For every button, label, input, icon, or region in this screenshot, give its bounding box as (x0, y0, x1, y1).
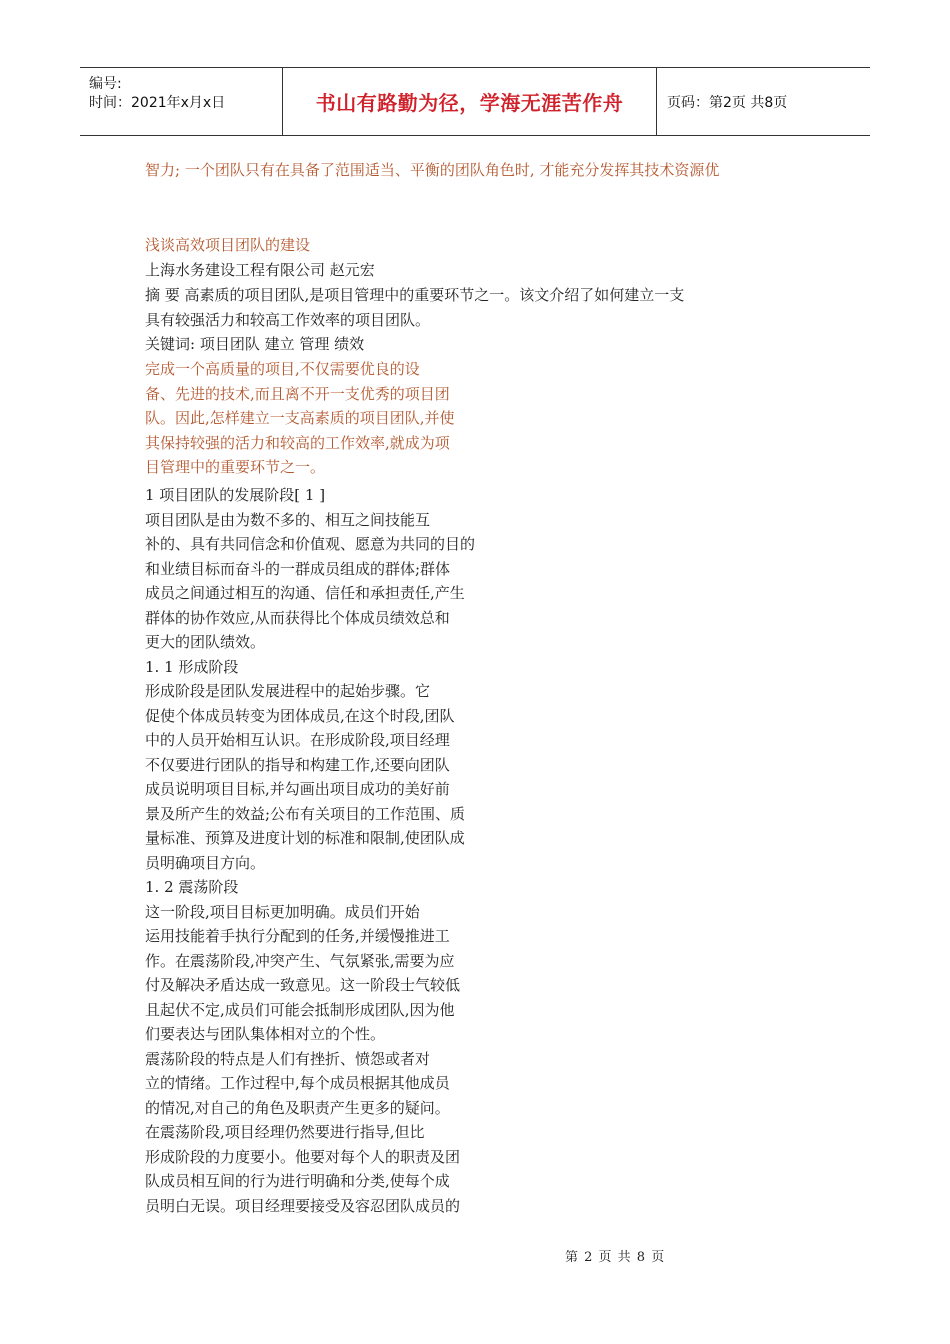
body-line: 1 项目团队的发展阶段[ 1 ] (145, 486, 326, 504)
page-footer: 第 2 页 共 8 页 (565, 1250, 665, 1265)
body-line: 和业绩目标而奋斗的一群成员组成的群体;群体 (145, 559, 451, 578)
body-line: 的情况,对自己的角色及职责产生更多的疑问。 (145, 1098, 450, 1117)
body-line: 立的情绪。工作过程中,每个成员根据其他成员 (145, 1074, 450, 1092)
article-title: 浅谈高效项目团队的建设 (145, 236, 311, 254)
body-line: 员明确项目方向。 (145, 853, 266, 872)
intro-line: 其保持较强的活力和较高的工作效率,就成为项 (145, 433, 450, 452)
body-line: 形成阶段的力度要小。他要对每个人的职责及团 (145, 1147, 461, 1166)
top-line: 智力; 一个团队只有在具备了范围适当、平衡的团队角色时, 才能充分发挥其技术资源优 (145, 161, 720, 179)
body-line: 形成阶段是团队发展进程中的起始步骤。它 (145, 682, 431, 700)
body-line: 震荡阶段的特点是人们有挫折、愤怨或者对 (145, 1049, 431, 1068)
header-table (80, 67, 870, 136)
body-line: 景及所产生的效益;公布有关项目的工作范围、质 (145, 804, 466, 823)
intro-line: 队。因此,怎样建立一支高素质的项目团队,并使 (145, 409, 455, 427)
body-line: 1. 1 形成阶段 (145, 657, 239, 676)
body-line: 群体的协作效应,从而获得比个体成员绩效总和 (145, 608, 450, 627)
intro-line: 完成一个高质量的项目,不仅需要优良的设 (145, 360, 420, 378)
body-line: 这一阶段,项目目标更加明确。成员们开始 (145, 902, 420, 921)
abstract-line-2: 具有较强活力和较高工作效率的项目团队。 (145, 311, 431, 329)
serial-label: 编号: (89, 76, 122, 92)
body-line: 1. 2 震荡阶段 (145, 878, 239, 896)
body-line: 促使个体成员转变为团体成员,在这个时段,团队 (145, 706, 455, 725)
body-line: 项目团队是由为数不多的、相互之间技能互 (145, 510, 431, 529)
body-line: 中的人员开始相互认识。在形成阶段,项目经理 (145, 731, 450, 749)
header-meta-cell (80, 68, 283, 135)
body-line: 量标准、预算及进度计划的标准和限制,使团队成 (145, 829, 465, 847)
header-page-label: 页码：第2页 共8页 (667, 94, 788, 111)
body-line: 成员之间通过相互的沟通、信任和承担责任,产生 (145, 584, 465, 602)
body-line: 在震荡阶段,项目经理仍然要进行指导,但比 (145, 1123, 425, 1141)
body-line: 且起伏不定,成员们可能会抵制形成团队,因为他 (145, 1000, 455, 1019)
body-line: 员明白无误。项目经理要接受及容忍团队成员的 (145, 1196, 461, 1215)
article-author: 上海水务建设工程有限公司 赵元宏 (145, 261, 375, 279)
time-label: 时间：2021年x月x日 (89, 95, 226, 111)
body-line: 更大的团队绩效。 (145, 633, 266, 651)
header-motto: 书山有路勤为径，学海无涯苦作舟 (283, 68, 657, 135)
body-line: 不仅要进行团队的指导和构建工作,还要向团队 (145, 755, 450, 774)
intro-line: 备、先进的技术,而且离不开一支优秀的项目团 (145, 384, 450, 403)
abstract-line-1: 摘 要 高素质的项目团队,是项目管理中的重要环节之一。该文介绍了如何建立一支 (145, 286, 685, 304)
body-line: 补的、具有共同信念和价值观、愿意为共同的目的 (145, 535, 476, 553)
keywords-line: 关键词: 项目团队 建立 管理 绩效 (145, 335, 365, 353)
body-line: 们要表达与团队集体相对立的个性。 (145, 1025, 386, 1043)
body-line: 成员说明项目目标,并勾画出项目成功的美好前 (145, 780, 450, 798)
body-line: 运用技能着手执行分配到的任务,并缓慢推进工 (145, 927, 450, 945)
body-line: 作。在震荡阶段,冲突产生、气氛紧张,需要为应 (145, 951, 455, 970)
body-line: 付及解决矛盾达成一致意见。这一阶段士气较低 (145, 976, 461, 994)
body-line: 队成员相互间的行为进行明确和分类,使每个成 (145, 1172, 450, 1190)
intro-line: 目管理中的重要环节之一。 (145, 458, 326, 476)
